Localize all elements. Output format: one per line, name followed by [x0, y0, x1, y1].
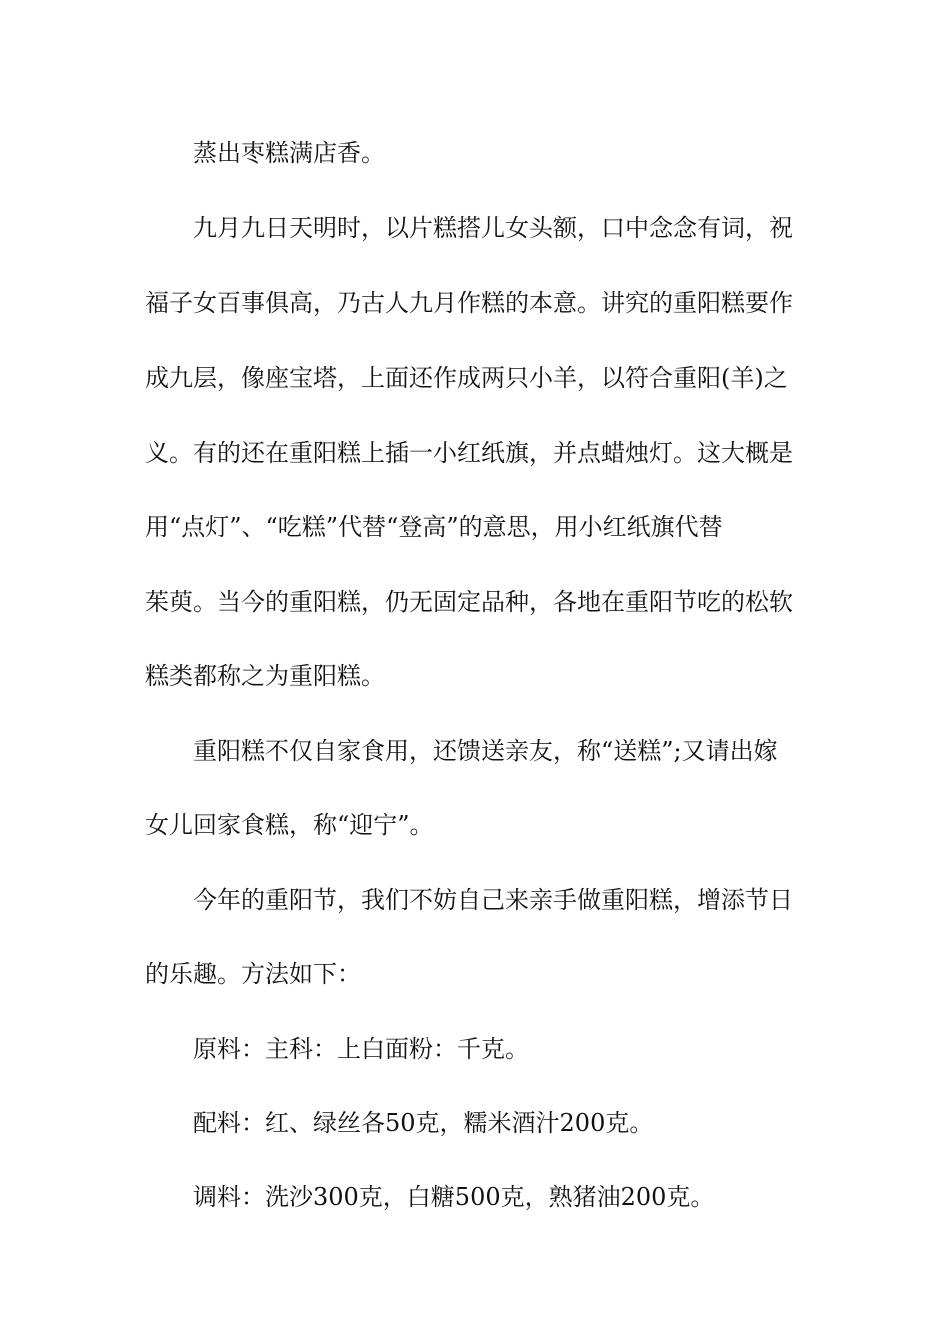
paragraph-line: 的乐趣。方法如下：: [145, 960, 361, 988]
paragraph-line: 糕类都称之为重阳糕。: [145, 662, 385, 690]
paragraph-line: 福子女百事俱高，乃古人九月作糕的本意。讲究的重阳糕要作: [145, 289, 793, 317]
paragraph-line: 今年的重阳节，我们不妨自己来亲手做重阳糕，增添节日: [193, 886, 793, 914]
paragraph-line: 九月九日天明时，以片糕搭儿女头额，口中念念有词，祝: [193, 214, 793, 242]
paragraph-line: 重阳糕不仅自家食用，还馈送亲友，称“送糕”;又请出嫁: [193, 737, 778, 765]
paragraph-line: 茱萸。当今的重阳糕，仍无固定品种，各地在重阳节吃的松软: [145, 588, 793, 616]
paragraph-line: 蒸出枣糕满店香。: [193, 139, 385, 167]
paragraph-line: 用“点灯”、“吃糕”代替“登高”的意思，用小红纸旗代替: [145, 513, 723, 541]
ingredient-line: 原料：主科：上白面粉：千克。: [193, 1035, 529, 1063]
paragraph-line: 义。有的还在重阳糕上插一小红纸旗，并点蜡烛灯。这大概是: [145, 439, 793, 467]
paragraph-line: 女儿回家食糕，称“迎宁”。: [145, 811, 434, 839]
ingredient-line: 配料：红、绿丝各50克，糯米酒汁200克。: [193, 1109, 654, 1137]
paragraph-line: 成九层，像座宝塔，上面还作成两只小羊，以符合重阳(羊)之: [145, 364, 788, 392]
ingredient-line: 调料：洗沙300克，白糖500克，熟猪油200克。: [193, 1183, 715, 1211]
